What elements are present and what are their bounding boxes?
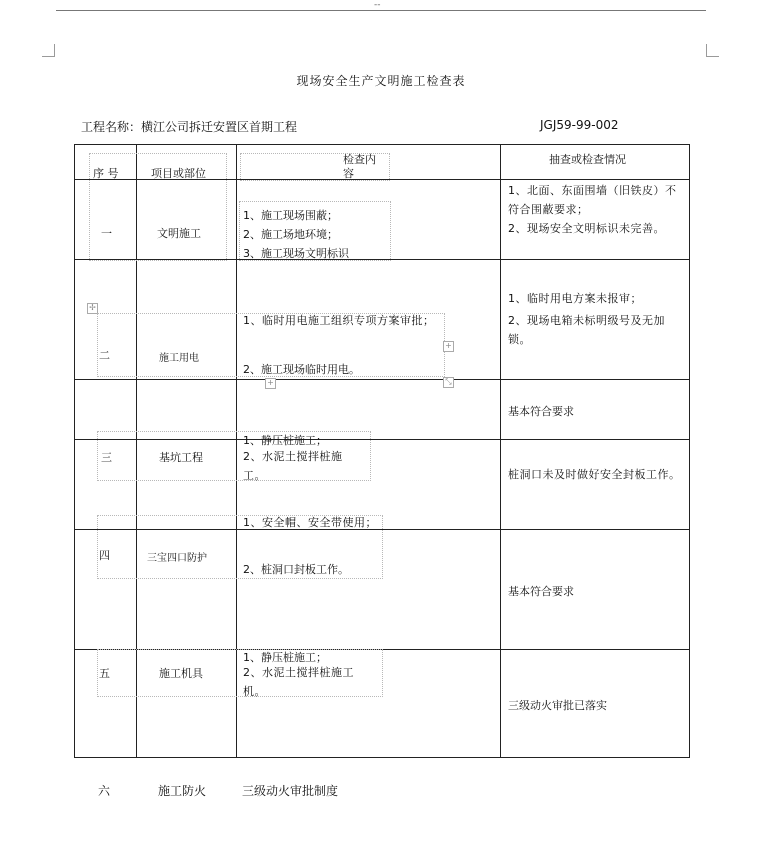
row5-item: 三宝四口防护 — [147, 553, 207, 564]
row5-content-2: 2、桩洞口封板工作。 — [243, 563, 349, 576]
row4-content-1: 1、静压桩施工； — [243, 434, 327, 447]
row3-result: 基本符合要求 — [508, 405, 574, 418]
dotted-subgrid — [89, 153, 227, 261]
row5-seq: 四 — [99, 549, 110, 562]
row2-item: 施工用电 — [159, 353, 199, 364]
footer-item: 施工防火 — [158, 784, 207, 798]
col-header-content-cont: 容 — [343, 167, 354, 180]
table-move-handle[interactable]: ✢ — [87, 303, 98, 314]
row2-result-1: 1、临时用电方案未报审； — [508, 292, 642, 305]
row5-result: 基本符合要求 — [508, 585, 574, 598]
margin-corner-right — [706, 44, 719, 57]
row1-content-1: 1、施工现场围蔽； — [243, 209, 338, 222]
col-header-content: 检查内 — [343, 153, 376, 166]
table-resize-handle[interactable]: ⤡ — [443, 377, 454, 388]
row2-content-2: 2、施工现场临时用电。 — [243, 363, 360, 376]
row-divider — [75, 379, 689, 380]
row6-item: 施工机具 — [159, 667, 203, 680]
row2-content-1: 1、临时用电施工组织专项方案审批； — [243, 314, 435, 327]
row2-result-2: 2、现场电箱未标明级号及无加锁。 — [508, 314, 665, 346]
header-rule — [56, 10, 706, 11]
row2-seq: 二 — [99, 349, 110, 362]
footer-seq: 六 — [98, 784, 111, 798]
footer-content: 三级动火审批制度 — [242, 784, 339, 798]
row4-content-2: 2、水泥土搅拌桩施工。 — [243, 450, 343, 482]
row6-content-2: 2、水泥土搅拌桩施工机。 — [243, 666, 354, 698]
col-divider — [500, 145, 501, 757]
document-code: JGJ59-99-002 — [540, 118, 619, 132]
add-column-handle[interactable]: + — [443, 341, 454, 352]
row4-item: 基坑工程 — [159, 451, 203, 464]
project-name: 工程名称：横江公司拆迁安置区首期工程 — [81, 120, 298, 134]
col-header-result: 抽查或检查情况 — [549, 153, 626, 166]
col-header-item: 项目或部位 — [151, 167, 206, 180]
row6-result: 三级动火审批已落实 — [508, 699, 607, 712]
row1-content-2: 2、施工场地环境； — [243, 228, 338, 241]
header-mark: -- — [374, 0, 381, 10]
row1-content-3: 3、施工现场文明标识 — [243, 247, 349, 260]
row1-seq: 一 — [101, 227, 112, 240]
row1-item: 文明施工 — [157, 227, 201, 240]
row5-content-1: 1、安全帽、安全带使用； — [243, 516, 377, 529]
row4-result: 桩洞口未及时做好安全封板工作。 — [508, 468, 681, 481]
row6-seq: 五 — [99, 667, 110, 680]
row6-content-1: 1、静压桩施工； — [243, 651, 327, 664]
row4-seq: 三 — [101, 451, 112, 464]
margin-corner-left — [42, 44, 55, 57]
inspection-table — [74, 144, 690, 758]
dotted-subgrid — [240, 153, 390, 181]
add-row-handle[interactable]: + — [265, 378, 276, 389]
page-title: 现场安全生产文明施工检查表 — [296, 74, 466, 88]
col-header-seq: 序 号 — [93, 167, 119, 180]
row1-result-2: 2、现场安全文明标识未完善。 — [508, 222, 665, 235]
row1-result-1: 1、北面、东面围墙（旧铁皮）不符合围蔽要求； — [508, 184, 677, 216]
dotted-subgrid — [239, 201, 391, 261]
